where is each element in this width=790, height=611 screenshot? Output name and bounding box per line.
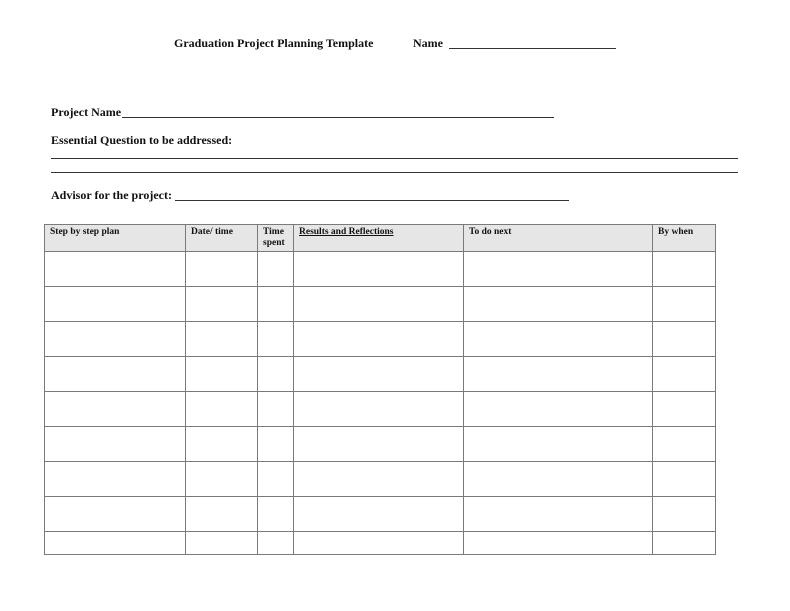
cell[interactable] bbox=[45, 252, 186, 287]
cell[interactable] bbox=[186, 287, 258, 322]
column-header-results-reflections: Results and Reflections bbox=[294, 225, 464, 252]
cell[interactable] bbox=[258, 462, 294, 497]
cell[interactable] bbox=[186, 462, 258, 497]
cell[interactable] bbox=[294, 252, 464, 287]
cell[interactable] bbox=[464, 252, 653, 287]
cell[interactable] bbox=[464, 287, 653, 322]
document-title: Graduation Project Planning Template bbox=[174, 36, 374, 50]
cell[interactable] bbox=[258, 252, 294, 287]
cell[interactable] bbox=[258, 497, 294, 532]
cell[interactable] bbox=[294, 462, 464, 497]
essential-question-line-1[interactable] bbox=[51, 148, 738, 159]
cell[interactable] bbox=[464, 392, 653, 427]
cell[interactable] bbox=[464, 532, 653, 555]
cell[interactable] bbox=[294, 287, 464, 322]
cell[interactable] bbox=[186, 427, 258, 462]
column-header-date-time: Date/ time bbox=[186, 225, 258, 252]
project-name-label: Project Name bbox=[51, 105, 122, 119]
table-row bbox=[45, 252, 716, 287]
table-row bbox=[45, 392, 716, 427]
cell[interactable] bbox=[258, 427, 294, 462]
cell[interactable] bbox=[464, 462, 653, 497]
advisor-field[interactable] bbox=[175, 188, 569, 201]
cell[interactable] bbox=[294, 357, 464, 392]
cell[interactable] bbox=[294, 392, 464, 427]
cell[interactable] bbox=[258, 392, 294, 427]
cell[interactable] bbox=[45, 427, 186, 462]
cell[interactable] bbox=[258, 532, 294, 555]
cell[interactable] bbox=[258, 322, 294, 357]
cell[interactable] bbox=[653, 287, 716, 322]
project-name-field[interactable] bbox=[122, 105, 554, 118]
cell[interactable] bbox=[653, 462, 716, 497]
cell[interactable] bbox=[45, 497, 186, 532]
cell[interactable] bbox=[294, 532, 464, 555]
cell[interactable] bbox=[45, 392, 186, 427]
cell[interactable] bbox=[653, 497, 716, 532]
cell[interactable] bbox=[294, 427, 464, 462]
cell[interactable] bbox=[464, 427, 653, 462]
cell[interactable] bbox=[45, 287, 186, 322]
cell[interactable] bbox=[186, 497, 258, 532]
table-row bbox=[45, 462, 716, 497]
planning-table bbox=[44, 224, 716, 555]
cell[interactable] bbox=[45, 532, 186, 555]
cell[interactable] bbox=[45, 357, 186, 392]
table-row bbox=[45, 322, 716, 357]
cell[interactable] bbox=[186, 392, 258, 427]
cell[interactable] bbox=[464, 322, 653, 357]
table-row bbox=[45, 287, 716, 322]
cell[interactable] bbox=[653, 532, 716, 555]
cell[interactable] bbox=[258, 287, 294, 322]
cell[interactable] bbox=[653, 357, 716, 392]
table-row bbox=[45, 357, 716, 392]
cell[interactable] bbox=[653, 322, 716, 357]
advisor-label: Advisor for the project: bbox=[51, 188, 172, 202]
essential-question-line-2[interactable] bbox=[51, 162, 738, 173]
essential-question-label: Essential Question to be addressed: bbox=[51, 133, 233, 147]
cell[interactable] bbox=[186, 532, 258, 555]
column-header-by-when: By when bbox=[653, 225, 716, 252]
table-row bbox=[45, 532, 716, 555]
column-header-time-spent: Time spent bbox=[258, 225, 294, 252]
name-label: Name bbox=[413, 36, 443, 50]
cell[interactable] bbox=[186, 252, 258, 287]
cell[interactable] bbox=[464, 497, 653, 532]
cell[interactable] bbox=[186, 322, 258, 357]
cell[interactable] bbox=[45, 462, 186, 497]
cell[interactable] bbox=[294, 497, 464, 532]
cell[interactable] bbox=[653, 427, 716, 462]
cell[interactable] bbox=[294, 322, 464, 357]
table-row bbox=[45, 427, 716, 462]
column-header-step-plan: Step by step plan bbox=[45, 225, 186, 252]
cell[interactable] bbox=[258, 357, 294, 392]
cell[interactable] bbox=[45, 322, 186, 357]
cell[interactable] bbox=[653, 392, 716, 427]
name-field[interactable] bbox=[449, 36, 616, 49]
cell[interactable] bbox=[186, 357, 258, 392]
table-header-row bbox=[45, 225, 716, 252]
column-header-to-do-next: To do next bbox=[464, 225, 653, 252]
cell[interactable] bbox=[464, 357, 653, 392]
table-row bbox=[45, 497, 716, 532]
cell[interactable] bbox=[653, 252, 716, 287]
